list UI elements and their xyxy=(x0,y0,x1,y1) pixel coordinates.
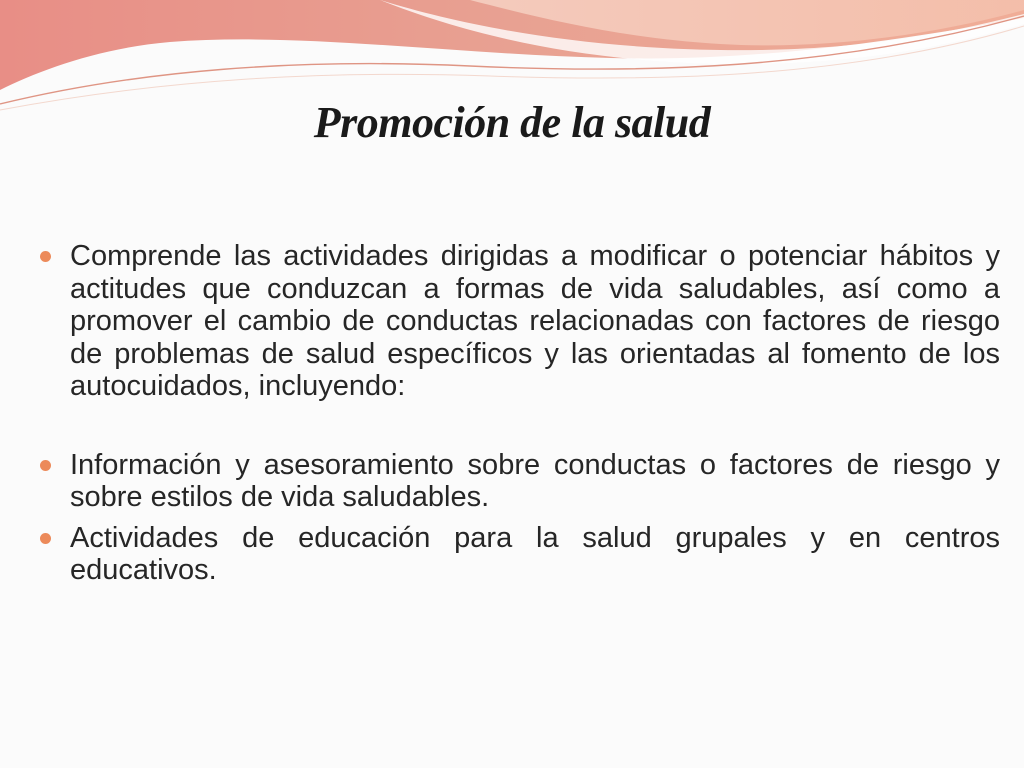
slide-title: Promoción de la salud xyxy=(313,98,711,147)
bullet-text: Actividades de educación para la salud grupales y en centros educativos. xyxy=(70,521,1000,586)
bullet-text: Información y asesoramiento sobre conductas o factores de riesgo y sobre estilos de vida saludables. xyxy=(70,448,1000,513)
bullet-item-information xyxy=(38,449,1000,514)
bullet-item-education xyxy=(38,522,1000,587)
bullet-dot-icon xyxy=(40,460,51,471)
bullet-dot-icon xyxy=(40,533,51,544)
bullet-text: Comprende las actividades dirigidas a modificar o potenciar hábitos y actitudes que conduzcan a formas de vida saludables, así como a promover el cambio de conductas relacionadas con factores de riesgo de problemas de salud específicos y las orientadas al fomento de los autocuidados, incluyendo: xyxy=(70,240,1000,402)
bullet-item-definition xyxy=(38,240,1000,403)
bullet-list xyxy=(38,240,1000,587)
bullet-dot-icon xyxy=(40,251,51,262)
